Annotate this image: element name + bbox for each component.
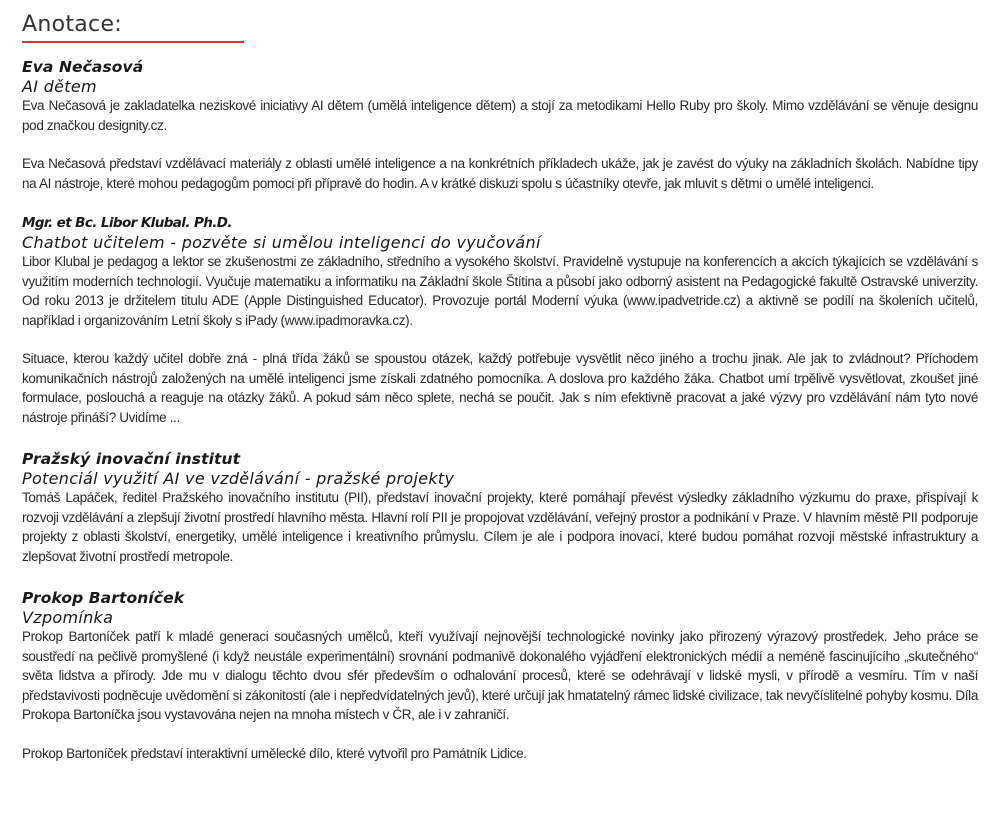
paragraph: Prokop Bartoníček patří k mladé generaci současných umělců, kteří využívají nejnovější technologické novinky jako přirozený výrazový prostředek. Jeho práce se soustředí na pečlivě promyšlené (i když neustále experimentální) srovnání podmanivě dokonalého vyjádření elektronických médií a neméně fascinujícího „skutečného“ světa lidstva a přírody. Jde mu v dialogu těchto dvou sfér především o odhalování procesů, které se odehrávají v lidské mysli, v přírodě a vesmíru. Tím v naší představivosti podněcuje uvědomění si zákonitostí (ale i nepředvídatelných jevů), které určují jak hmatatelný rámec lidské civilizace, tak nevyčíslitelné pohyby kosmu. Díla Prokopa Bartoníčka jsou vystavována nejen na mnoha místech v ČR, ale i v zahraničí.: [22, 629, 978, 722]
paragraph: Eva Nečasová je zakladatelka neziskové iniciativy AI dětem (umělá inteligence dětem) a stojí za metodikami Hello Ruby pro školy. Mimo vzdělávání se věnuje designu pod značkou designity.cz.: [22, 98, 978, 133]
section-eva-necasova: [22, 57, 978, 193]
title-underline: [22, 41, 244, 43]
section-libor-klubal: [22, 213, 978, 427]
paragraph: Prokop Bartoníček představí interaktivní umělecké dílo, které vytvořil pro Památník Lidice.: [22, 745, 527, 761]
talk-title: Chatbot učitelem - pozvěte si umělou inteligenci do vyučování: [22, 233, 541, 252]
talk-title: AI dětem: [22, 77, 97, 96]
speaker-name: Mgr. et Bc. Libor Klubal. Ph.D.: [22, 215, 232, 231]
paragraph: Eva Nečasová představí vzdělávací materiály z oblasti umělé inteligence a na konkrétních příkladech ukáže, jak je zavést do výuky na základních školách. Nabídne tipy na AI nástroje, které mohou pedagogům pomoci při přípravě do hodin. A v krátké diskuzi spolu s účastníky otevře, jak mluvit s dětmi o umělé inteligenci.: [22, 156, 978, 191]
paragraph: Situace, kterou každý učitel dobře zná - plná třída žáků se spoustou otázek, každý potřebuje vysvětlit něco jiného a trochu jinak. Ale jak to zvládnout? Příchodem komunikačních nástrojů založených na umělé inteligenci jsme získali zdatného pomocníka. A doslova pro každého žáka. Chatbot umí trpělivě vysvětlovat, zkoušet jiné formulace, poslouchá a reaguje na otázky žáků. A pokud sám něco splete, nechá se poučit. Jak s ním efektivně pracovat a jaké výzvy pro vzdělávání nám tyto nové nástroje přináší? Uvidíme ...: [22, 351, 978, 425]
paragraph: Tomáš Lapáček, ředitel Pražského inovačního institutu (PII), představí inovační projekty, které pomáhají převést výsledky základního výzkumu do praxe, přispívají k rozvoji vzdělávání a zlepšují životní prostředí hlavního města. Hlavní rolí PII je propojovat vzdělávání, veřejný prostor a podnikání v Praze. V hlavním městě PII podporuje projekty z oblasti školství, energetiky, umělé inteligence i kreativního průmyslu. Cílem je ale i podpora inovací, které budou pomáhat rozvoji městské infrastruktury a zlepšovat životní prostředí metropole.: [22, 490, 978, 564]
section-prokop-bartonicek: [22, 588, 978, 763]
section-prazsky-inovacni-institut: [22, 449, 978, 566]
paragraph: Libor Klubal je pedagog a lektor se zkušenostmi ze základního, středního a vysokého školství. Pravidelně vystupuje na konferencích a akcích týkajících se vzdělávání s využitím moderních technologií. Vyučuje matematiku a informatiku na Základní škole Štítina a působí jako odborný asistent na Pedagogické fakultě Ostravské univerzity. Od roku 2013 je držitelem titulu ADE (Apple Distinguished Educator). Provozuje portál Moderní výuka (www.ipadvetride.cz) a aktivně se podílí na školeních učitelů, například i organizováním Letní školy s iPady (www.ipadmoravka.cz).: [22, 254, 978, 328]
talk-title: Vzpomínka: [22, 608, 114, 627]
speaker-name: Prokop Bartoníček: [22, 589, 185, 607]
speaker-name: Eva Nečasová: [22, 58, 144, 76]
speaker-name: Pražský inovační institut: [22, 450, 241, 468]
page-title: Anotace:: [22, 12, 123, 37]
talk-title: Potenciál využití AI ve vzdělávání - pražské projekty: [22, 469, 455, 488]
